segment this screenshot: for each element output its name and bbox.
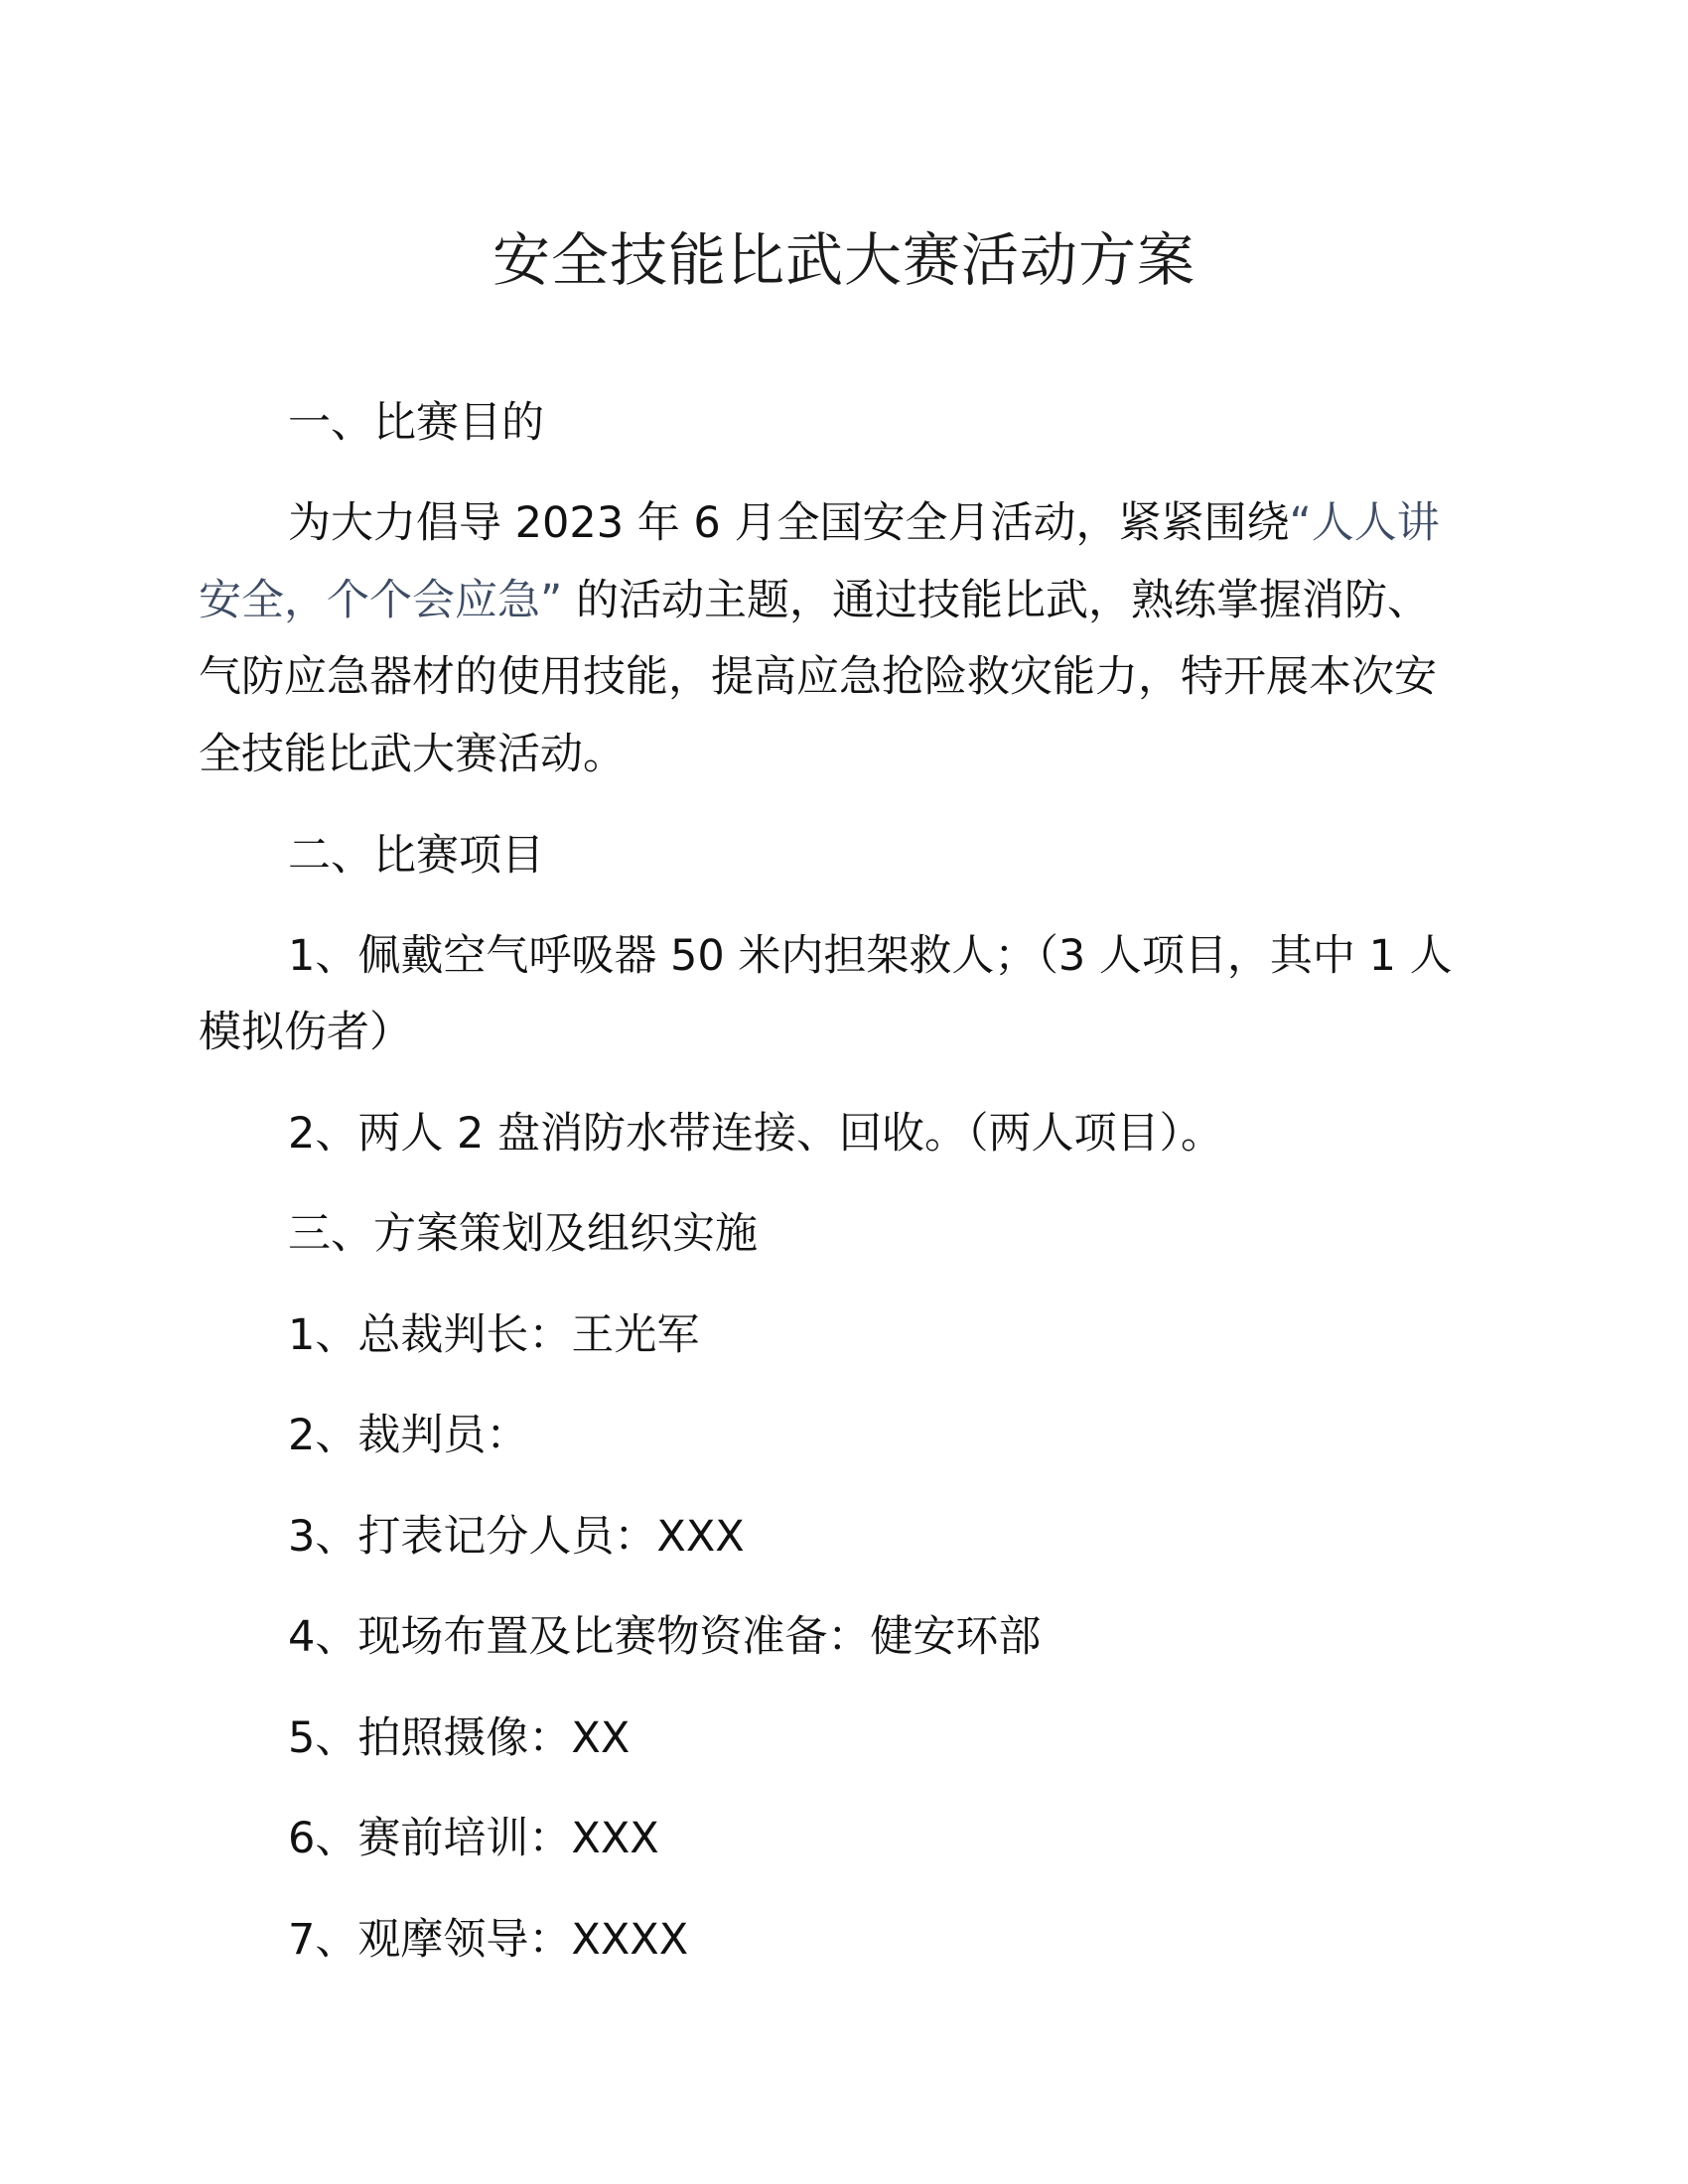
organization-item: 6、赛前培训：XXX	[288, 1814, 659, 1863]
event-item-1-line-2: 模拟伤者）	[199, 1008, 412, 1057]
organization-item: 1、总裁判长：王光军	[288, 1310, 700, 1360]
purpose-text: 的活动主题，通过技能比武，熟练掌握消防、	[562, 576, 1430, 625]
purpose-paragraph-line-2	[199, 571, 1430, 630]
organization-item: 7、观摩领导：XXXX	[288, 1915, 689, 1965]
event-item-1-line-1: 1、佩戴空气呼吸器 50 米内担架救人；（3 人项目，其中 1 人	[288, 931, 1453, 981]
purpose-paragraph-line-1	[288, 493, 1440, 553]
purpose-paragraph-line-3: 气防应急器材的使用技能，提高应急抢险救灾能力，特开展本次安	[199, 652, 1437, 702]
purpose-paragraph-line-4: 全技能比武大赛活动。	[199, 730, 626, 779]
document-title: 安全技能比武大赛活动方案	[492, 226, 1196, 294]
purpose-text: 为大力倡导 2023 年 6 月全国安全月活动，紧紧围绕	[288, 498, 1290, 548]
organization-item: 3、打表记分人员：XXX	[288, 1512, 745, 1562]
section-heading-purpose: 一、比赛目的	[288, 398, 544, 448]
section-heading-events: 二、比赛项目	[288, 831, 544, 881]
organization-item: 4、现场布置及比赛物资准备：健安环部	[288, 1612, 1042, 1662]
theme-quote-end: 安全，个个会应急”	[199, 576, 563, 625]
theme-quote-start: “人人讲	[1289, 498, 1440, 548]
event-item-2: 2、两人 2 盘消防水带连接、回收。（两人项目）。	[288, 1109, 1224, 1159]
organization-item: 5、拍照摄像：XX	[288, 1713, 631, 1763]
section-heading-organization: 三、方案策划及组织实施	[288, 1209, 758, 1259]
organization-item: 2、裁判员：	[288, 1411, 529, 1460]
